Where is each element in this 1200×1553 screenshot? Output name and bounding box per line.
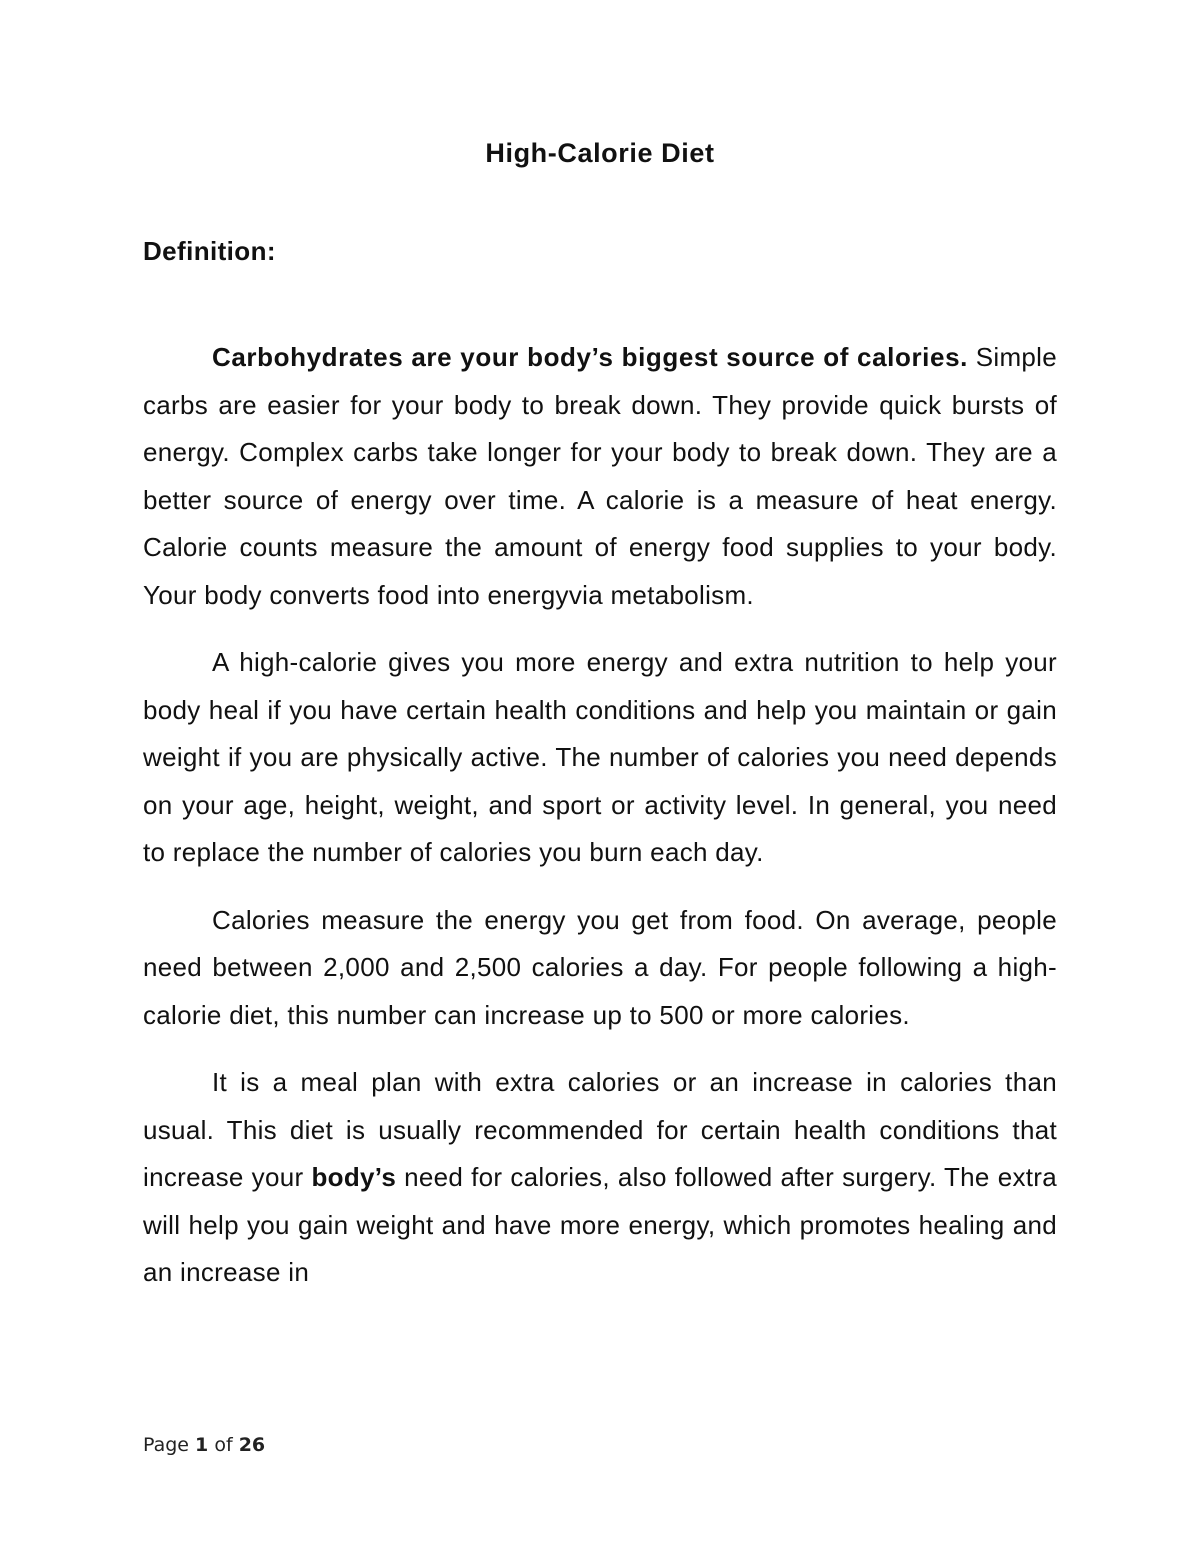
of-label: of [214, 1434, 233, 1456]
paragraph-text-before: It is a meal plan with extra calories or an increase in calories than usual. This diet is usually recommended for certain health conditions that increase your [143, 1067, 1057, 1192]
paragraph-text-after: need for calories, also followed after surgery. The extra will help you gain weight and have more energy, which promotes healing and an increase in [143, 1162, 1057, 1287]
paragraph-lead-sentence: Carbohydrates are your body’s biggest source of calories. [212, 342, 968, 372]
paragraph-carbohydrates [143, 334, 1057, 619]
total-pages-number: 26 [238, 1434, 266, 1456]
paragraph-high-calorie: A high-calorie gives you more energy and extra nutrition to help your body heal if you have certain health conditions and help you maintain or gain weight if you are physically active. The number of calories you need depends on your age, height, weight, and sport or activity level. In general, you need to replace the number of calories you burn each day. [143, 647, 1057, 867]
page-label: Page [143, 1434, 189, 1456]
current-page-number: 1 [195, 1434, 209, 1456]
paragraph-text: Simple carbs are easier for your body to break down. They provide quick bursts of energy. Complex carbs take longer for your body to break down. They are a better source of energy over time. A calorie is a measure of heat energy. Calorie counts measure the amount of energy food supplies to your body. Your body converts food into energyvia metabolism. [143, 342, 1057, 610]
paragraph-emphasis: body’s [311, 1162, 397, 1192]
document-title: High-Calorie Diet [485, 138, 715, 168]
section-heading-definition: Definition: [143, 236, 276, 266]
paragraph-calories-measure: Calories measure the energy you get from food. On average, people need between 2,000 and 2,500 calories a day. For people following a high-calorie diet, this number can increase up to 500 or more calories. [143, 904, 1057, 1030]
page-number-footer [143, 1434, 265, 1456]
document-body [143, 334, 1057, 1317]
paragraph-meal-plan [143, 1059, 1057, 1297]
